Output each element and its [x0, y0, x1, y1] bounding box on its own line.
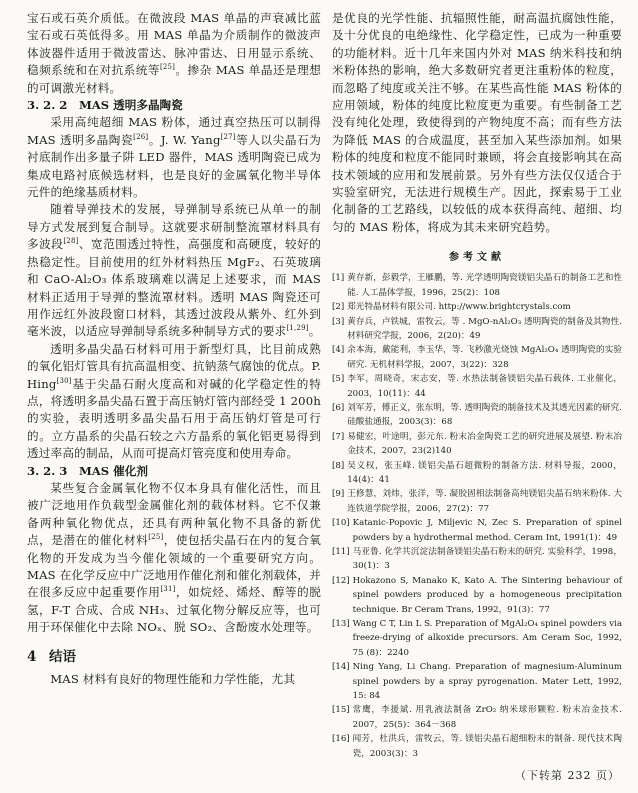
- text-run: 基于尖晶石耐火度高和对碱的化学稳定性的特点，将透明多晶尖晶石置于高压钠灯管内部经受 1 200h 的实验，表明透明多晶尖晶石用于高压钠灯管是可行的。立方晶系的尖晶石较之六方晶系的氧化铝更易得到透过率高的制品，从而可提高灯管亮度和使用寿命。: [27, 376, 321, 461]
- reference-text: 易健宏，叶途明，彭元东. 粉末冶金陶瓷工艺的研究进展及展望. 粉末冶金技术，2007，23(2)140: [347, 431, 622, 457]
- paragraph: 是优良的光学性能、抗辐照性能，耐高温抗腐蚀性能，及十分优良的电绝缘性、化学稳定性，已成为一种重要的功能材料。近十几年来国内外对 MAS 纳米科技和纳米粉体热的影响，绝大多数研究者更注重粉体的粒度，而忽略了纯度或关注不够。在某些高性能 MAS 粉体的应用领域，粉体的纯度比粒度更为重要。有些制备工艺没有纯化处理，致使得到的产物纯度不高；而有些方法为降低 MAS 的合成温度，甚至加入某些添加剂。如果粉体的纯度和粒度不能同时兼顾，将会直接影响其在高技术领域的应用和发展前景。另外有些方法仅仅适合于实验室研究，无法进行规模生产。因此，探索易于工业化制备的工艺路线，以较低的成本获得高纯、超细、均匀的 MAS 粉体，将成为其未来研究趋势。: [332, 11, 622, 234]
- reference-number: [6]: [332, 402, 345, 413]
- reference-text: 王修慧，刘炜，张洋，等. 凝胶固相法制备高纯镁铝尖晶石纳米粉体. 大连铁道学院学报，2006，27(2)：77: [347, 489, 622, 514]
- citation: [27]: [220, 132, 236, 141]
- paragraph: [27, 10, 321, 97]
- reference-text: 李军，周晓奇，宋志安，等. 水热法制备镁铝尖晶石载体. 工业催化，2003，10(11)：44: [347, 374, 622, 399]
- paragraph: [27, 480, 321, 637]
- chapter-title: 结语: [49, 648, 76, 665]
- reference-text: 马亚鲁. 化学共沉淀法制备镁铝尖晶石粉末的研究. 实验科学，1998，30(1)：3: [352, 547, 622, 572]
- text-run: 、宽范围透过特性，高强度和高硬度，较好的热稳定性。目前使用的红外材料热压 MgF₂、石英玻璃和 CaO-Al₂O₃ 体系玻璃难以满足上述要求，而 MAS 材料正适用于导弹的整流罩材料。透明 MAS 陶瓷还可用作远红外波段窗口材料，其透过波段从紫外、红外到毫米波，以适应导弹制导系统多种制导方式的要求: [27, 237, 321, 339]
- reference-item: [332, 430, 622, 459]
- reference-item: [332, 574, 622, 617]
- citation: [28]: [63, 237, 79, 246]
- section-heading: 3. 2. 3 MAS 催化剂: [27, 463, 148, 478]
- reference-number: [12]: [332, 575, 350, 586]
- reference-number: [7]: [332, 431, 345, 442]
- reference-item: [332, 372, 622, 401]
- reference-item: [332, 343, 622, 372]
- chapter-heading: [27, 647, 321, 667]
- citation: [26]: [133, 132, 149, 141]
- continued-note: （下转第 232 页）: [515, 769, 620, 782]
- citation: [25]: [148, 533, 164, 542]
- reference-item: [332, 732, 622, 761]
- reference-item: [332, 459, 622, 488]
- citation: [31]: [160, 585, 176, 594]
- paragraph: MAS 材料有良好的物理性能和力学性能，尤其: [50, 671, 296, 686]
- reference-item: [332, 617, 622, 660]
- reference-item: [332, 401, 622, 430]
- text-run: 随着导弹技术的发展，导弹制导系统已从单一的制导方式发展到复合制导。这就要求研制整流罩材料具有多波段: [27, 202, 321, 252]
- reference-number: [4]: [332, 345, 345, 356]
- reference-number: [10]: [332, 518, 350, 529]
- text-run: 。J. W. Yang: [148, 132, 221, 147]
- citation: [1,29]: [286, 324, 309, 333]
- reference-text: Hokazono S, Manako K, Kato A. The Sintering behaviour of spinel powders produced by a homogeneous precipitation technique. Br Ceram Trans, 1992，91(3)：77: [352, 575, 622, 615]
- reference-text: Ning Yang, Li Chang. Preparation of magnesium-Aluminum spinel powders by a spray pyrogenation. Mater Lett, 1992, 15: 84: [352, 662, 622, 702]
- reference-number: [9]: [332, 489, 345, 500]
- reference-number: [3]: [332, 316, 345, 327]
- reference-text: 刘军芳，傅正义，张东明，等. 透明陶瓷的制备技术及其透光因素的研究. 硅酸盐通报，2003(3)：68: [347, 402, 622, 428]
- reference-number: [11]: [332, 547, 350, 557]
- chapter-number: 4: [27, 648, 37, 665]
- text-run: 。: [308, 324, 321, 339]
- reference-item: [332, 315, 622, 344]
- reference-number: [1]: [332, 273, 345, 284]
- reference-number: [14]: [332, 662, 350, 673]
- reference-text: Katanic-Popovic J, Miljevic N, Zec S. Preparation of spinel powders by a hydrothermal method. Ceram Int, 1991(1)：49: [352, 518, 622, 543]
- paragraph: [27, 341, 321, 463]
- text-run: 等人以尖晶石为衬底制作出多量子阱 LED 器件，MAS 透明陶瓷已成为集成电路衬底候选材料，也是良好的金属氧化物半导体元件的绝缘基质材料。: [27, 132, 321, 200]
- text-run: ，如烷烃、烯烃、醇等的脱氢，F-T 合成、合成 NH₃、过氧化物分解反应等，也可用于环保催化中去除 NOₓ、脱 SO₂、含酚废水处理等。: [27, 585, 322, 635]
- reference-number: [8]: [332, 460, 345, 471]
- reference-item: [332, 660, 622, 703]
- text-run: 宝石或石英介质低。在微波段 MAS 单晶的声衰减比蓝宝石或石英低得多。用 MAS 单晶为介质制作的微波声体波器件适用于微波雷达、脉冲雷达、日用显示系统、稳频系统和在对抗系统等: [27, 11, 321, 78]
- reference-number: [13]: [332, 619, 350, 630]
- reference-number: [2]: [332, 302, 345, 313]
- reference-number: [16]: [332, 734, 350, 745]
- reference-number: [5]: [332, 374, 345, 385]
- citation: [30]: [56, 376, 72, 385]
- section-heading: 3. 2. 2 MAS 透明多晶陶瓷: [27, 98, 183, 113]
- reference-text: 常鹰，李援斌. 用乳液法制备 ZrO₂ 纳米球形颗粒. 粉末冶金技术. 2007，25(5)：364－368: [352, 705, 622, 730]
- reference-number: [15]: [332, 705, 350, 716]
- reference-text: 黄存兵，卢铁城，雷牧云，等 . MgO-nAl₂O₃ 透明陶瓷的制备及其物性. 材料研究学报，2006，2(20)：49: [347, 316, 622, 341]
- reference-item: [332, 271, 622, 300]
- reference-text: 吴义权，张玉峰. 镁铝尖晶石超微粉的制备方法. 材料导报，2000，14(4)：41: [347, 460, 622, 485]
- reference-text: Wang C T, Lin L S. Preparation of MgAl₂O₄ spinel powders via freeze-drying of alkoxide precursors. Am Ceram Soc, 1992, 75 (8)：2240: [352, 619, 622, 658]
- text-run: 采用高纯超细 MAS 粉体，通过真空热压可以制得 MAS 透明多晶陶瓷: [27, 115, 321, 147]
- reference-item: [332, 300, 622, 314]
- citation: [25]: [159, 63, 176, 72]
- references-heading: 参考文献: [449, 252, 505, 264]
- left-column: [27, 10, 321, 688]
- text-run: 某些复合金属氧化物不仅本身具有催化活性，而且被广泛地用作负载型金属催化剂的载体材料。它不仅兼备两种氧化物优点，还具有两种氧化物不具备的新优点，是潜在的催化材料: [27, 480, 321, 548]
- paragraph: [27, 201, 321, 340]
- reference-text: 郑光特晶材料有限公司. http://www.brightcrystals.com: [347, 302, 571, 313]
- right-column: [332, 10, 622, 761]
- reference-text: 闻芳，杜洪兵，雷牧云，等. 镁铝尖晶石超细粉末的制备. 现代技术陶瓷，2003(3)：3: [352, 734, 622, 759]
- reference-item: [332, 487, 622, 516]
- reference-item: [332, 516, 622, 545]
- reference-item: [332, 703, 622, 732]
- reference-item: [332, 545, 622, 574]
- text-run: 。掺杂 MAS 单晶还是理想的可调激光材料。: [27, 63, 322, 95]
- reference-text: 余本海，戴能利，李玉华，等. 飞秒激光烧蚀 MgAl₂O₄ 透明陶瓷的实验研究. 无机材料学报，2007，3(22)：328: [347, 345, 622, 370]
- paragraph: [27, 114, 321, 201]
- text-run: 透明多晶尖晶石材料可用于新型灯具，比目前成熟的氧化铝灯管具有抗高温相变、抗钠蒸气腐蚀的优点。P. Hing: [27, 341, 321, 391]
- reference-text: 黄存新，彭毅学，王雁鹏，等. 光学透明陶瓷镁铝尖晶石的制备工艺和性能. 人工晶体学报，1996，25(2)：108: [347, 273, 622, 298]
- text-run: ，使包括尖晶石在内的复合氧化物的开发成为当今催化领域的一个重要研究方向。MAS 在化学反应中广泛地用作催化剂和催化剂载体，并在很多反应中起重要作用: [27, 533, 321, 600]
- reference-list: [332, 271, 622, 761]
